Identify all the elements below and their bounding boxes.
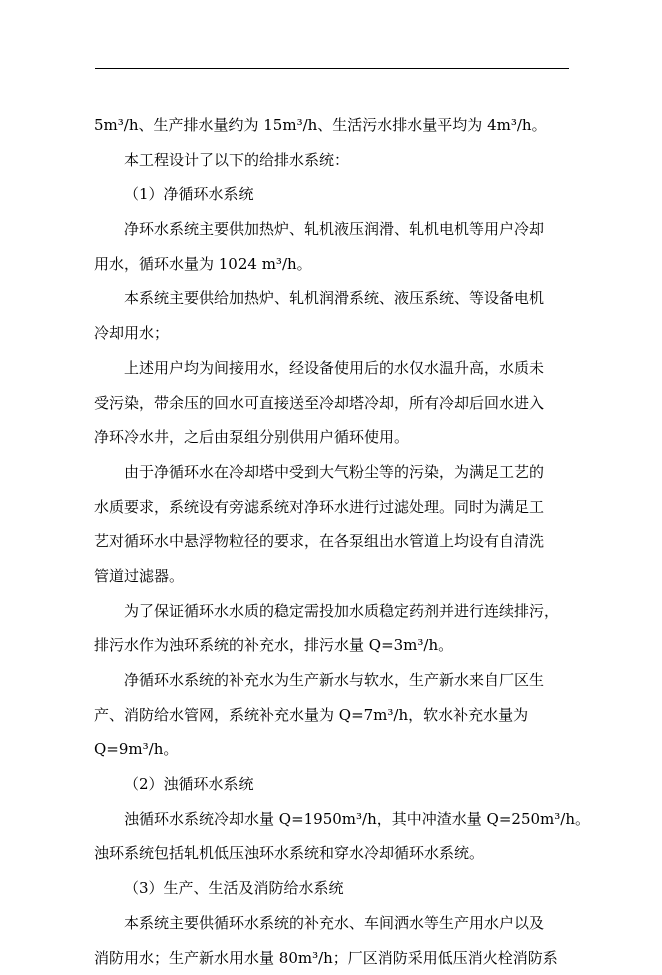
section-heading: （2）浊循环水系统 — [94, 767, 570, 802]
section-heading: （3）生产、生活及消防给水系统 — [94, 871, 570, 906]
text-line: 本工程设计了以下的给排水系统： — [94, 143, 570, 178]
text-line: 由于净循环水在冷却塔中受到大气粉尘等的污染，为满足工艺的 — [94, 455, 570, 490]
text-line: 本系统主要供给加热炉、轧机润滑系统、液压系统、等设备电机 — [94, 281, 570, 316]
text-line: 产、消防给水管网，系统补充水量为 Q=7m³/h，软水补充水量为 — [94, 698, 570, 733]
text-line: 净环水系统主要供加热炉、轧机液压润滑、轧机电机等用户冷却 — [94, 212, 570, 247]
text-line: 本系统主要供循环水系统的补充水、车间洒水等生产用水户以及 — [94, 906, 570, 941]
text-line: 冷却用水； — [94, 316, 570, 351]
text-line: 受污染，带余压的回水可直接送至冷却塔冷却，所有冷却后回水进入 — [94, 386, 570, 421]
text-line: Q=9m³/h。 — [94, 732, 570, 767]
text-line: 用水，循环水量为 1024 m³/h。 — [94, 247, 570, 282]
text-line: 浊循环水系统冷却水量 Q=1950m³/h，其中冲渣水量 Q=250m³/h。 — [94, 802, 570, 837]
header-rule — [95, 68, 569, 69]
section-heading: （1）净循环水系统 — [94, 177, 570, 212]
text-line: 消防用水；生产新水用水量 80m³/h；厂区消防采用低压消火栓消防系 — [94, 941, 570, 975]
text-line: 净循环水系统的补充水为生产新水与软水，生产新水来自厂区生 — [94, 663, 570, 698]
text-line: 为了保证循环水水质的稳定需投加水质稳定药剂并进行连续排污， — [94, 594, 570, 629]
text-line: 排污水作为浊环系统的补充水，排污水量 Q=3m³/h。 — [94, 628, 570, 663]
text-line: 艺对循环水中悬浮物粒径的要求，在各泵组出水管道上均设有自清洗 — [94, 524, 570, 559]
text-line: 管道过滤器。 — [94, 559, 570, 594]
body-text — [94, 108, 570, 975]
text-line: 净环冷水井，之后由泵组分别供用户循环使用。 — [94, 420, 570, 455]
text-line: 水质要求，系统设有旁滤系统对净环水进行过滤处理。同时为满足工 — [94, 490, 570, 525]
text-line: 浊环系统包括轧机低压浊环水系统和穿水冷却循环水系统。 — [94, 836, 570, 871]
text-line: 上述用户均为间接用水，经设备使用后的水仅水温升高，水质未 — [94, 351, 570, 386]
text-line: 5m³/h、生产排水量约为 15m³/h、生活污水排水量平均为 4m³/h。 — [94, 108, 570, 143]
